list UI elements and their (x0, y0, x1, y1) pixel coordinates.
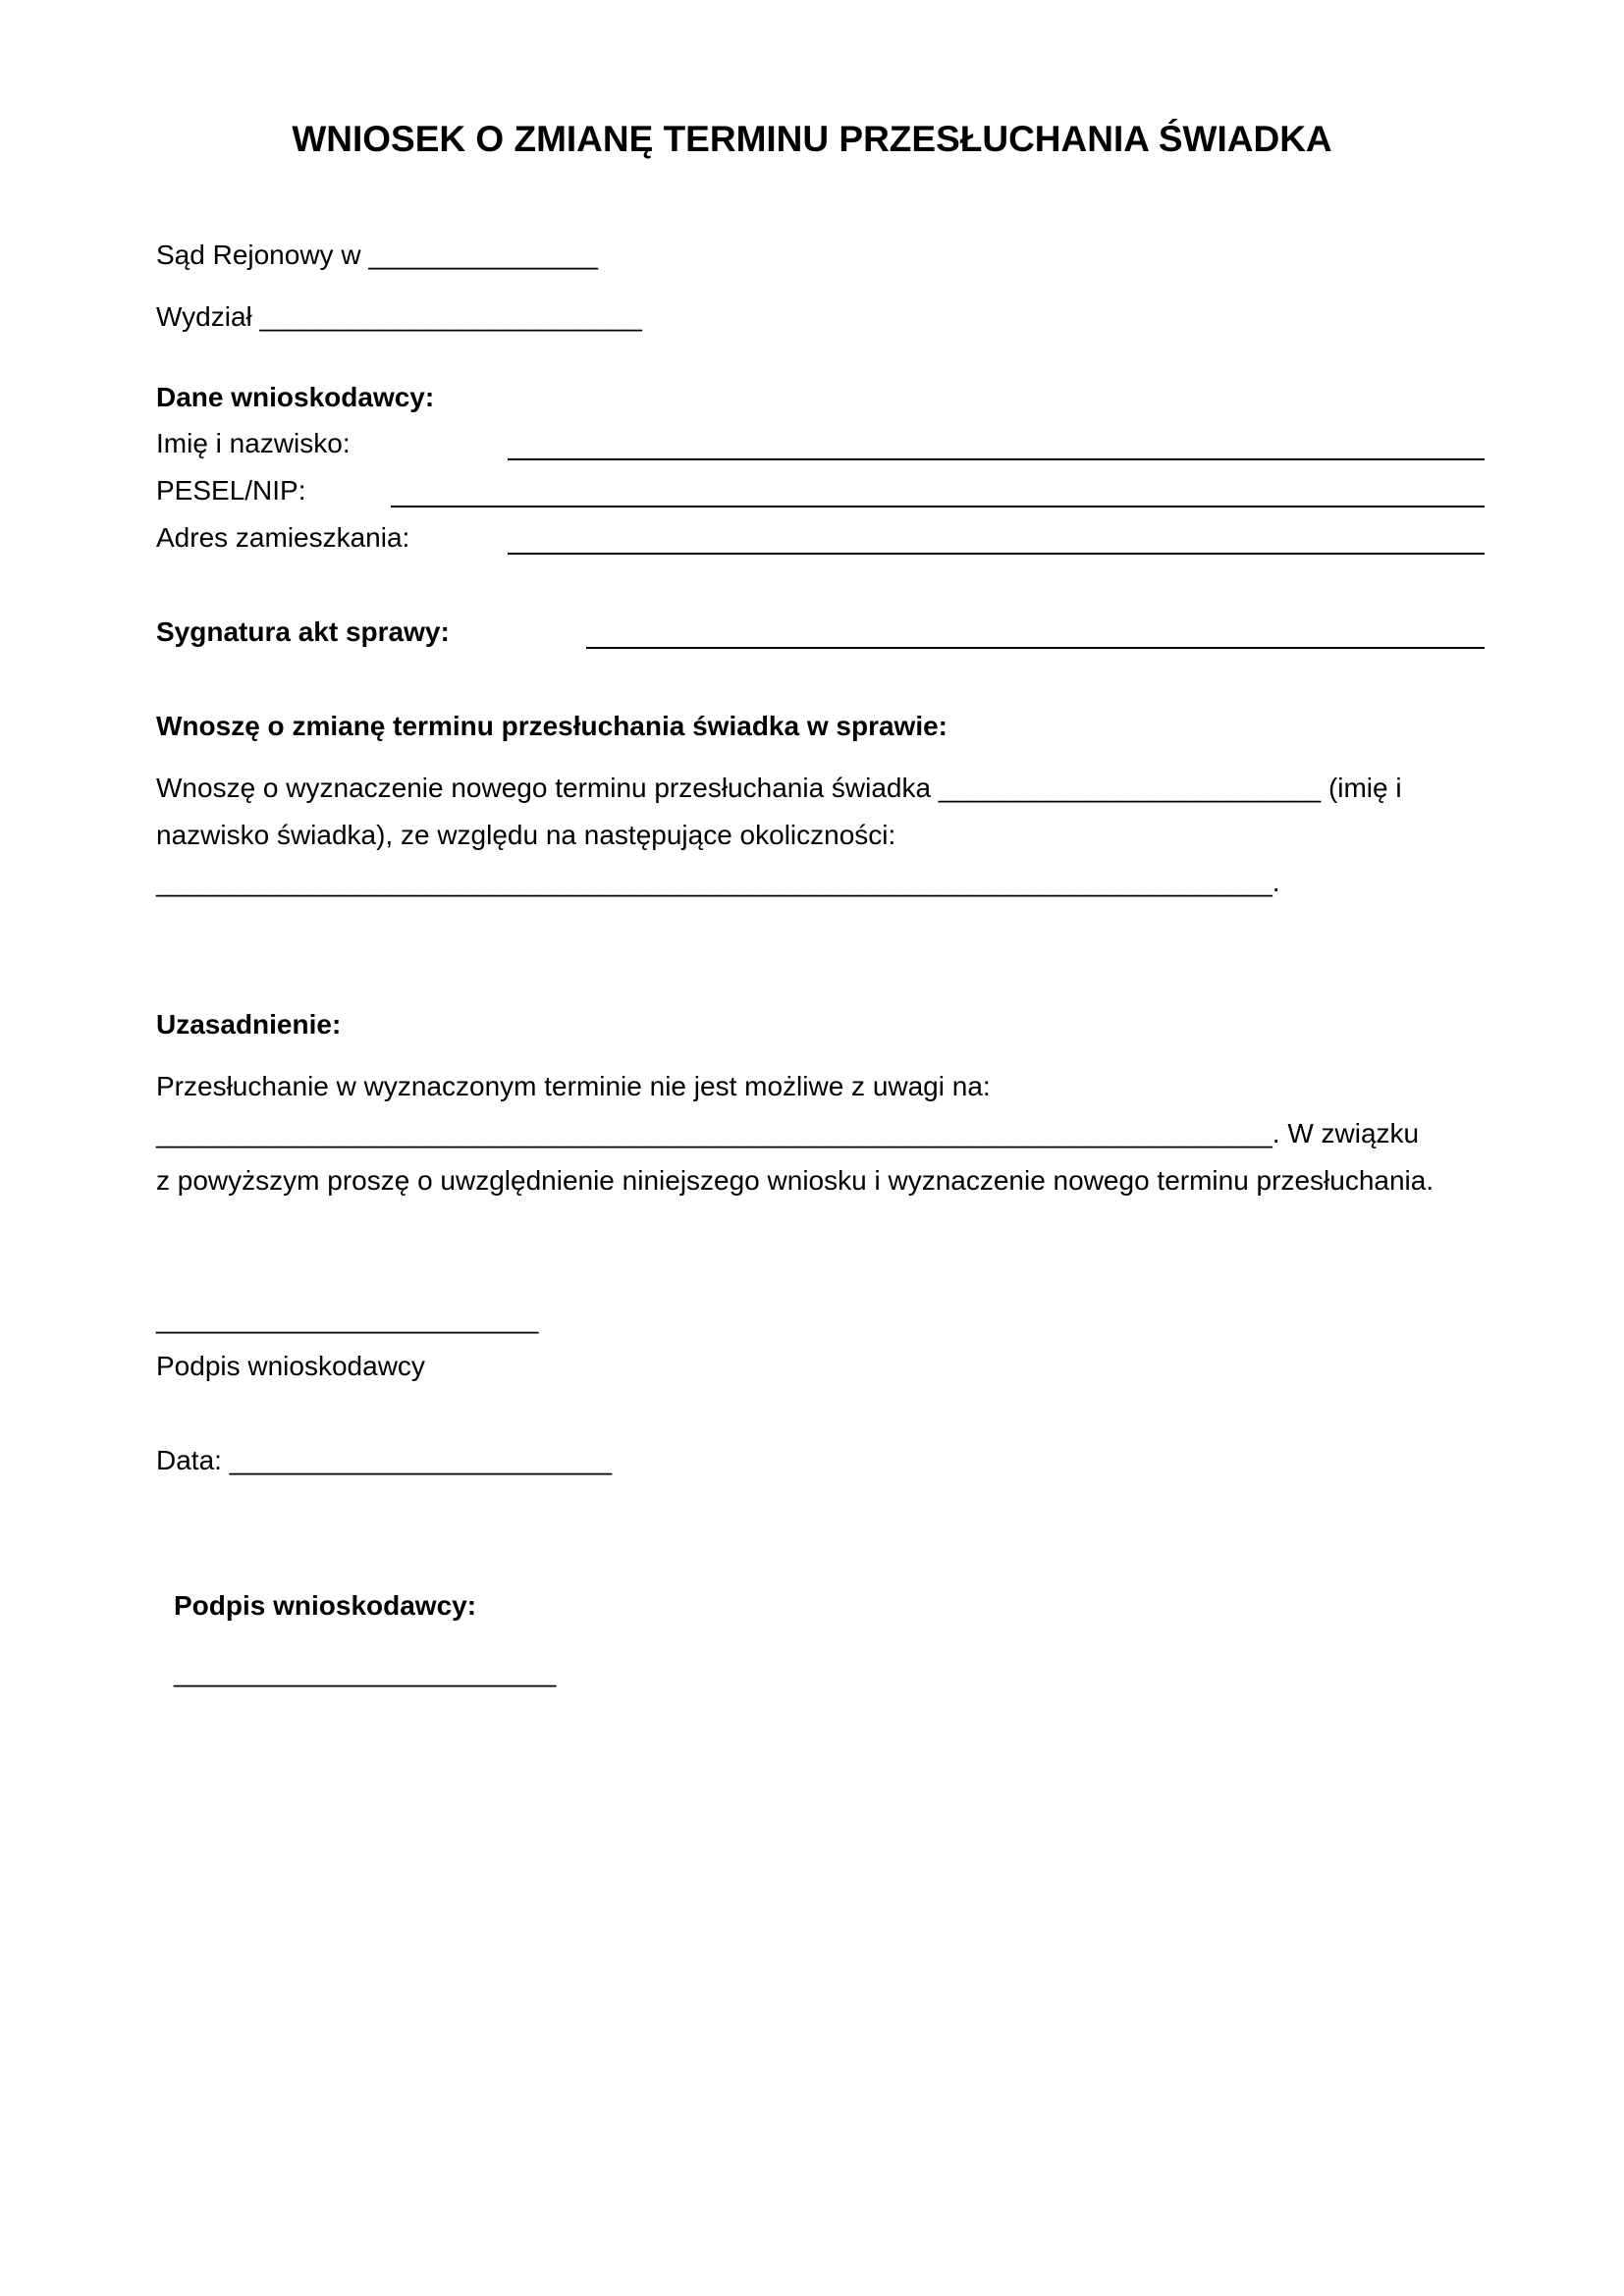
document-title: WNIOSEK O ZMIANĘ TERMINU PRZESŁUCHANIA ŚWIADKA (292, 119, 1332, 159)
request-text-line-1: Wnoszę o wyznaczenie nowego terminu przesłuchania świadka _________________________ (imię i (156, 773, 1402, 803)
applicant-heading: Dane wnioskodawcy: (156, 382, 435, 412)
footer-signature-heading: Podpis wnioskodawcy: (174, 1590, 477, 1621)
signature-label: Podpis wnioskodawcy (156, 1351, 425, 1381)
request-heading: Wnoszę o zmianę terminu przesłuchania świadka w sprawie: (156, 711, 947, 741)
justification-text-line-2: _________________________________________________________________________. W związku (156, 1118, 1420, 1148)
pesel-label: PESEL/NIP: (156, 475, 306, 506)
case-signature-field-line[interactable] (586, 647, 1485, 649)
justification-text-line-1: Przesłuchanie w wyznaczonym terminie nie jest możliwe z uwagi na: (156, 1071, 991, 1101)
court-line: Sąd Rejonowy w _______________ (156, 240, 598, 270)
case-signature-label: Sygnatura akt sprawy: (156, 616, 450, 647)
date-line: Data: _________________________ (156, 1445, 613, 1475)
address-field-line[interactable] (508, 553, 1485, 555)
name-field-line[interactable] (508, 458, 1485, 460)
address-label: Adres zamieszkania: (156, 522, 410, 553)
signature-line: _________________________ (156, 1304, 539, 1334)
footer-signature-line: _________________________ (174, 1657, 557, 1687)
pesel-field-line[interactable] (391, 506, 1485, 507)
justification-heading: Uzasadnienie: (156, 1009, 342, 1040)
request-text-line-3: _________________________________________________________________________. (156, 867, 1280, 897)
justification-text-line-3: z powyższym proszę o uwzględnienie niniejszego wniosku i wyznaczenie nowego terminu przesłuchania. (156, 1165, 1435, 1196)
request-text-line-2: nazwisko świadka), ze względu na następujące okoliczności: (156, 820, 896, 850)
department-line: Wydział _________________________ (156, 301, 642, 332)
name-label: Imię i nazwisko: (156, 428, 351, 458)
